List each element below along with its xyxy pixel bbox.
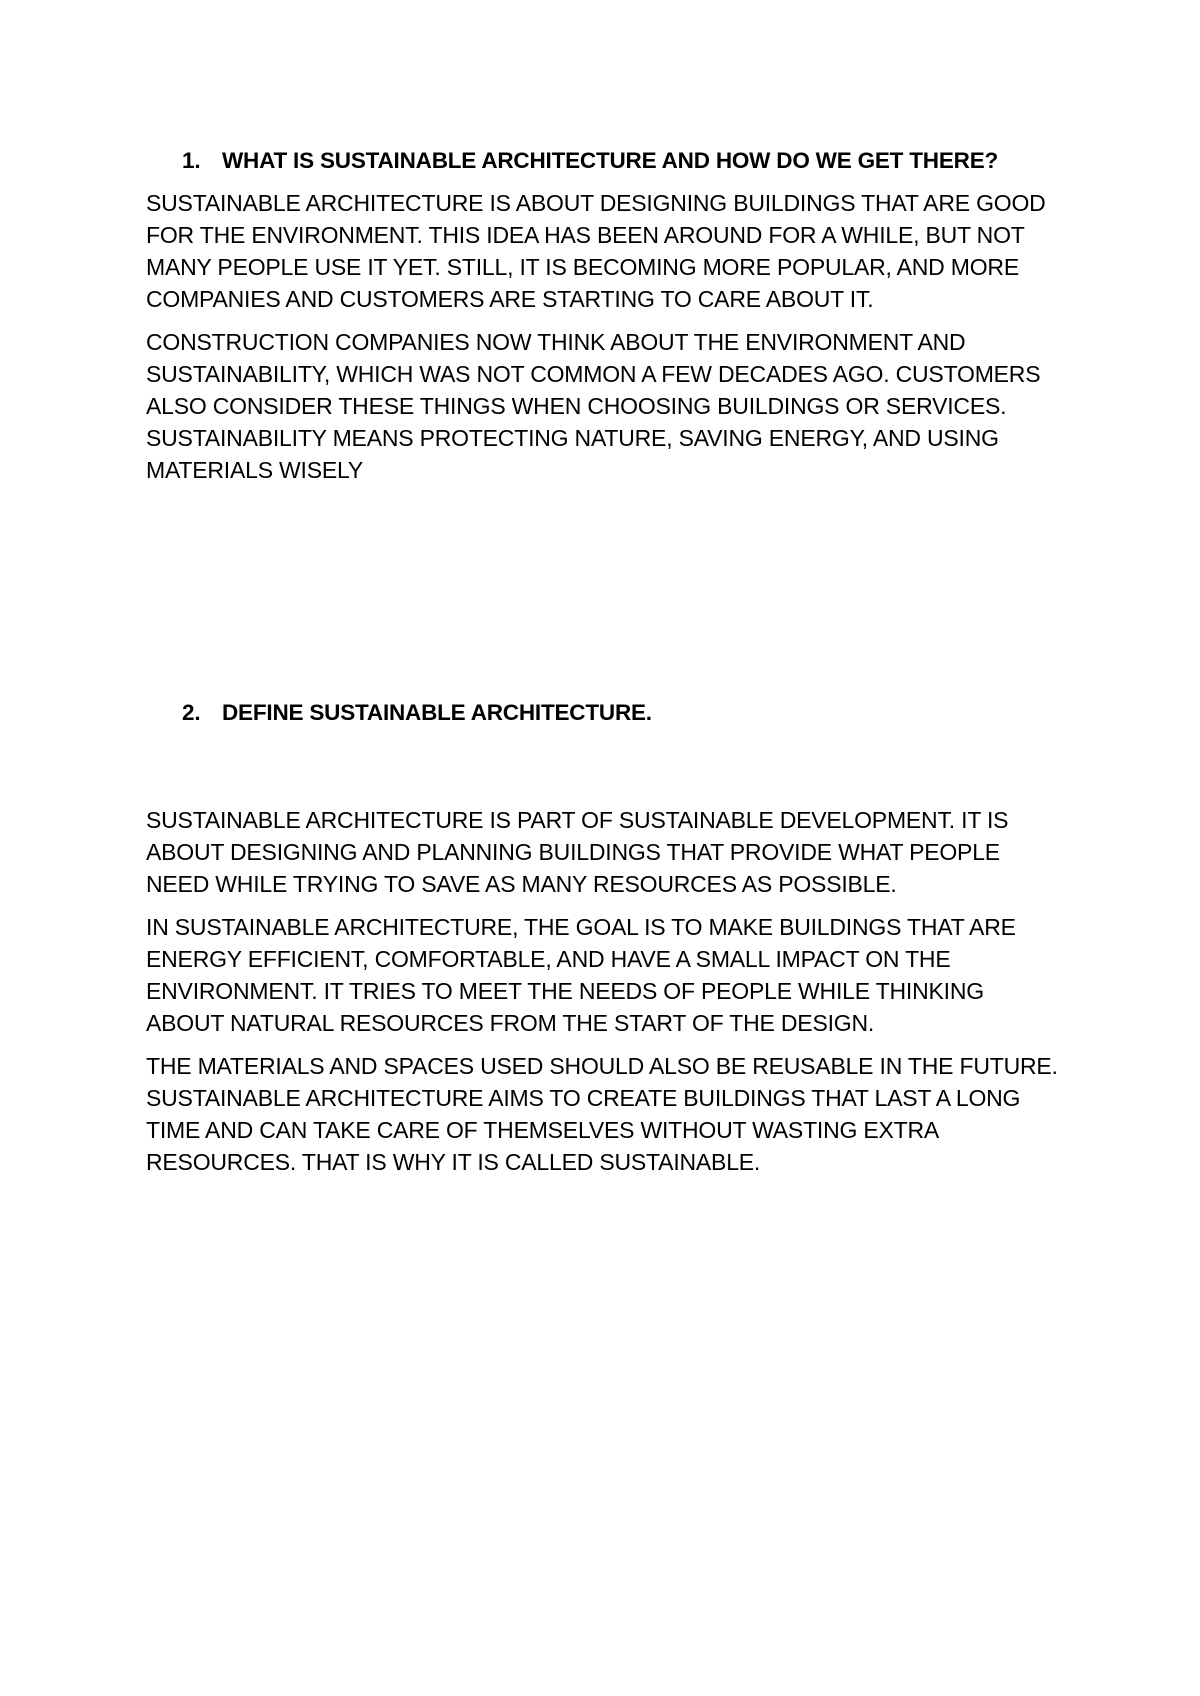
section-1-heading: [146, 145, 1066, 177]
section-2-paragraph: SUSTAINABLE ARCHITECTURE IS PART OF SUSTAINABLE DEVELOPMENT. IT IS ABOUT DESIGNING AND PLANNING BUILDINGS THAT PROVIDE WHAT PEOPLE NEED WHILE TRYING TO SAVE AS MANY RESOURCES AS POSSIBLE.: [146, 807, 1009, 897]
section-2-heading: [146, 697, 1066, 729]
section-1: [146, 145, 1066, 486]
section-2-title: DEFINE SUSTAINABLE ARCHITECTURE.: [222, 700, 652, 725]
section-1-number: 1.: [182, 148, 201, 173]
section-2-header: [146, 697, 1066, 729]
section-1-paragraph: SUSTAINABLE ARCHITECTURE IS ABOUT DESIGNING BUILDINGS THAT ARE GOOD FOR THE ENVIRONMENT. THIS IDEA HAS BEEN AROUND FOR A WHILE, BUT NOT MANY PEOPLE USE IT YET. STILL, IT IS BECOMING MORE POPULAR, AND MORE COMPANIES AND CUSTOMERS ARE STARTING TO CARE ABOUT IT.: [146, 190, 1046, 312]
section-1-paragraph: CONSTRUCTION COMPANIES NOW THINK ABOUT THE ENVIRONMENT AND SUSTAINABILITY, WHICH WAS NOT COMMON A FEW DECADES AGO. CUSTOMERS ALSO CONSIDER THESE THINGS WHEN CHOOSING BUILDINGS OR SERVICES. SUSTAINABILITY MEANS PROTECTING NATURE, SAVING ENERGY, AND USING MATERIALS WISELY: [146, 329, 1041, 483]
section-2-number: 2.: [182, 700, 201, 725]
section-2-paragraph: THE MATERIALS AND SPACES USED SHOULD ALSO BE REUSABLE IN THE FUTURE. SUSTAINABLE ARCHITECTURE AIMS TO CREATE BUILDINGS THAT LAST A LONG TIME AND CAN TAKE CARE OF THEMSELVES WITHOUT WASTING EXTRA RESOURCES. THAT IS WHY IT IS CALLED SUSTAINABLE.: [146, 1053, 1058, 1175]
section-2-paragraph: IN SUSTAINABLE ARCHITECTURE, THE GOAL IS TO MAKE BUILDINGS THAT ARE ENERGY EFFICIENT, COMFORTABLE, AND HAVE A SMALL IMPACT ON THE ENVIRONMENT. IT TRIES TO MEET THE NEEDS OF PEOPLE WHILE THINKING ABOUT NATURAL RESOURCES FROM THE START OF THE DESIGN.: [146, 914, 1016, 1036]
section-2-body: [146, 804, 1066, 1178]
section-1-title: WHAT IS SUSTAINABLE ARCHITECTURE AND HOW DO WE GET THERE?: [222, 148, 999, 173]
